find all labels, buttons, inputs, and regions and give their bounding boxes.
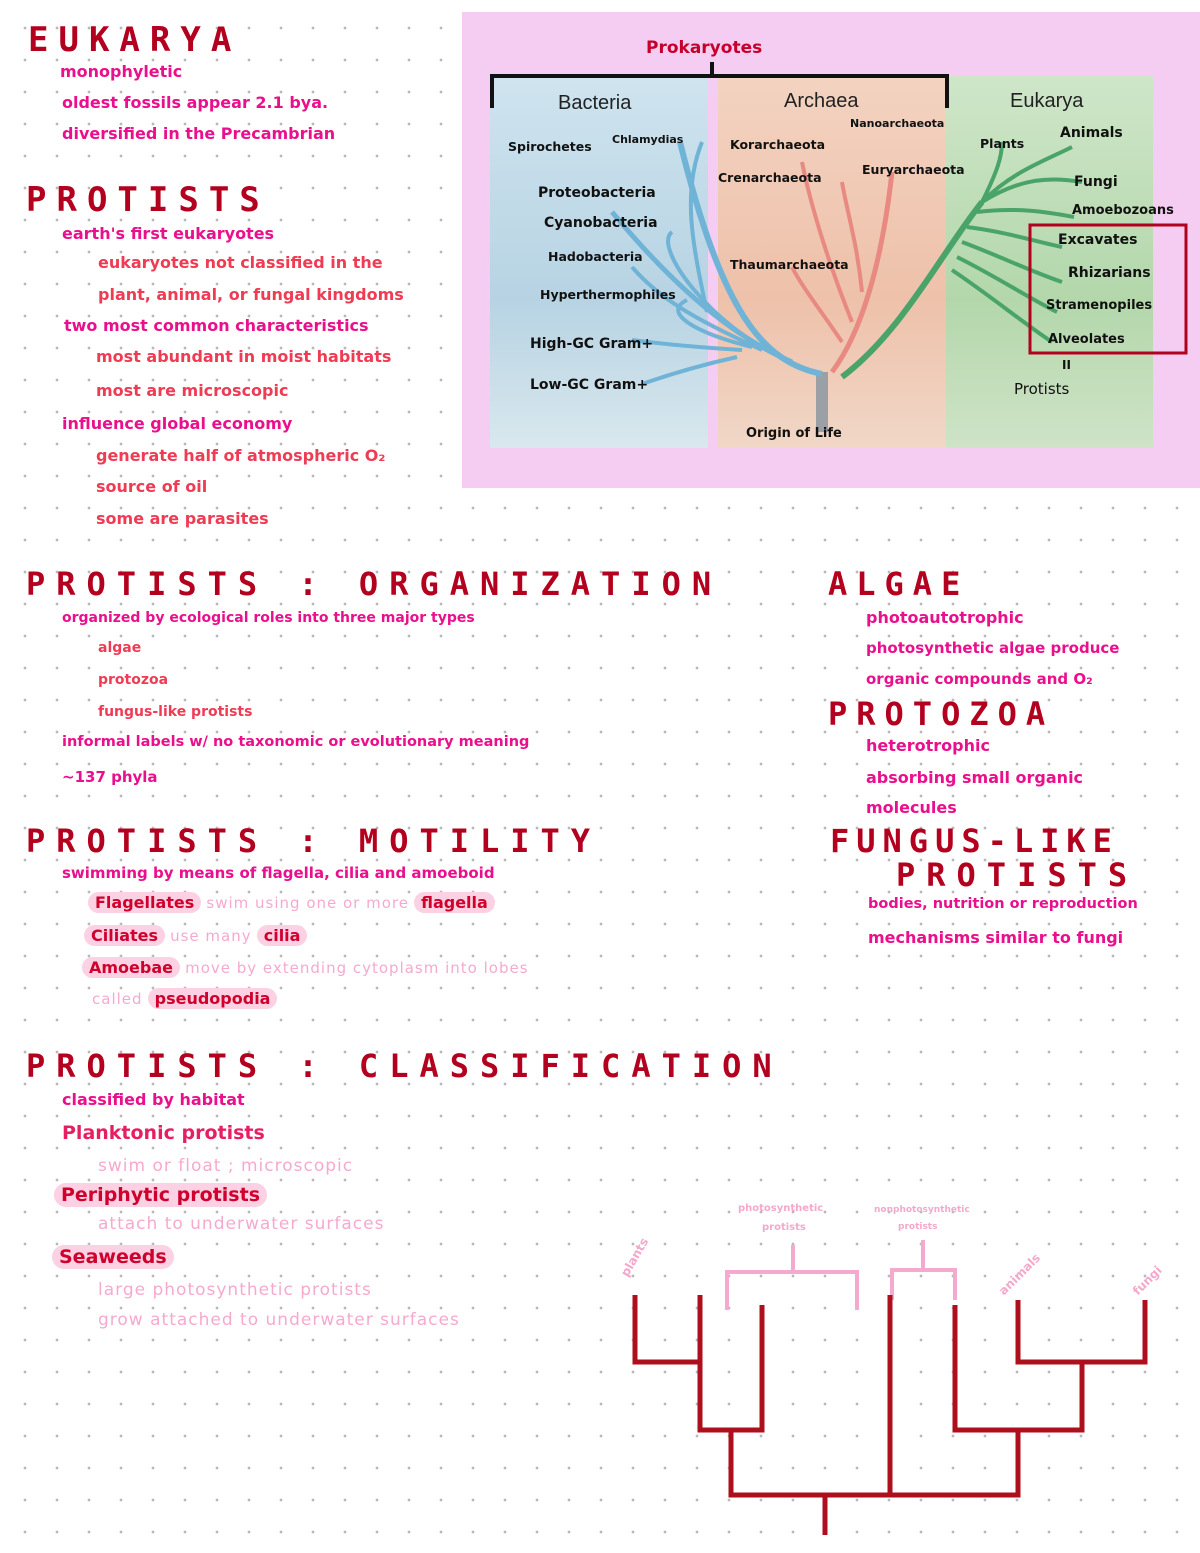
amoebae-description: move by extending cytoplasm into lobes xyxy=(185,959,529,977)
amoebae-term: Amoebae xyxy=(82,957,180,978)
eukarya-line-3: diversified in the Precambrian xyxy=(62,124,336,143)
taxon-label: Excavates xyxy=(1058,232,1138,248)
taxon-label: High-GC Gram+ xyxy=(530,336,654,352)
organization-line-6: ~137 phyla xyxy=(62,768,158,786)
called-text: called xyxy=(92,990,143,1008)
ciliates-term: Ciliates xyxy=(84,925,165,946)
organization-line-2: algae xyxy=(98,640,142,656)
organization-line-4: fungus-like protists xyxy=(98,704,253,720)
taxon-label: Cyanobacteria xyxy=(544,215,658,231)
algae-line-3: organic compounds and O₂ xyxy=(866,670,1093,688)
flagellates-term: Flagellates xyxy=(88,892,201,913)
tree-of-life-figure xyxy=(462,12,1200,488)
nonphotosynthetic-label-2: protists xyxy=(898,1222,938,1232)
photosynthetic-label-1: photosynthetic xyxy=(738,1203,824,1214)
protozoa-line-2: absorbing small organic xyxy=(866,768,1084,787)
taxon-label: Fungi xyxy=(1074,174,1118,190)
algae-heading: ALGAE xyxy=(828,565,970,603)
cladogram xyxy=(600,1190,1200,1553)
origin-of-life-label: Origin of Life xyxy=(746,426,842,441)
flagellates-description: swim using one or more xyxy=(206,894,409,912)
taxon-label: Chlamydias xyxy=(612,133,684,146)
organization-heading: PROTISTS : ORGANIZATION xyxy=(26,565,723,603)
protists-line-2: eukaryotes not classified in the xyxy=(98,253,383,272)
taxon-label: Hyperthermophiles xyxy=(540,287,676,302)
protists-line-10: some are parasites xyxy=(96,509,269,528)
eukarya-line-1: monophyletic xyxy=(60,62,183,81)
photosynthetic-bracket xyxy=(727,1272,857,1310)
protists-arrow: II xyxy=(1062,358,1071,372)
fungus-like-heading-2: PROTISTS xyxy=(896,856,1139,894)
fungus-like-line-2: mechanisms similar to fungi xyxy=(868,928,1124,947)
eukarya-domain-label: Eukarya xyxy=(1010,90,1084,112)
taxon-label: Alveolates xyxy=(1048,332,1125,347)
algae-line-1: photoautotrophic xyxy=(866,608,1024,627)
eukarya-line-2: oldest fossils appear 2.1 bya. xyxy=(62,93,329,112)
taxon-label: Thaumarchaeota xyxy=(730,257,849,272)
protozoa-heading: PROTOZOA xyxy=(828,695,1055,733)
classification-heading: PROTISTS : CLASSIFICATION xyxy=(26,1047,783,1085)
taxon-label: Hadobacteria xyxy=(548,249,643,264)
algae-line-2: photosynthetic algae produce xyxy=(866,639,1120,657)
fungus-like-line-1: bodies, nutrition or reproduction xyxy=(868,896,1138,912)
taxon-label: Proteobacteria xyxy=(538,185,656,201)
protists-line-9: source of oil xyxy=(96,477,208,496)
planktonic-description: swim or float ; microscopic xyxy=(98,1156,354,1176)
classification-line-1: classified by habitat xyxy=(62,1090,245,1109)
periphytic-description: attach to underwater surfaces xyxy=(98,1214,385,1234)
fungus-like-heading-1: FUNGUS-LIKE xyxy=(830,822,1119,860)
protists-line-3: plant, animal, or fungal kingdoms xyxy=(98,285,404,304)
taxon-label: Plants xyxy=(980,136,1025,151)
taxon-label: Stramenopiles xyxy=(1046,298,1153,313)
protists-line-4: two most common characteristics xyxy=(64,316,369,335)
plants-label: plants xyxy=(618,1235,652,1279)
organization-line-1: organized by ecological roles into three major types xyxy=(62,610,475,626)
protists-line-7: influence global economy xyxy=(62,414,293,433)
taxon-label: Crenarchaeota xyxy=(718,170,822,185)
ciliates-description: use many xyxy=(170,927,252,945)
animals-label: animals xyxy=(996,1250,1044,1298)
taxon-label: Nanoarchaeota xyxy=(850,117,945,130)
taxon-label: Euryarchaeota xyxy=(862,162,965,177)
nonphotosynthetic-label-1: nonphotosynthetic xyxy=(874,1205,970,1215)
seaweeds-description-1: large photosynthetic protists xyxy=(98,1280,372,1300)
flagellates-line xyxy=(88,893,495,912)
protists-line-1: earth's first eukaryotes xyxy=(62,224,275,243)
nonphotosynthetic-bracket xyxy=(892,1270,955,1300)
fungi-label: fungi xyxy=(1130,1263,1165,1298)
planktonic-term: Planktonic protists xyxy=(62,1122,265,1144)
protists-line-6: most are microscopic xyxy=(96,381,289,400)
seaweeds-description-2: grow attached to underwater surfaces xyxy=(98,1310,460,1330)
photosynthetic-label-2: protists xyxy=(762,1222,806,1233)
motility-heading: PROTISTS : MOTILITY xyxy=(26,822,602,860)
ciliates-line xyxy=(84,926,307,945)
protists-line-8: generate half of atmospheric O₂ xyxy=(96,446,386,465)
seaweeds-term: Seaweeds xyxy=(52,1245,174,1269)
taxon-label: Korarchaeota xyxy=(730,137,826,152)
eukarya-heading: EUKARYA xyxy=(28,20,242,60)
protists-heading: PROTISTS xyxy=(26,180,270,220)
taxon-label: Rhizarians xyxy=(1068,265,1151,281)
periphytic-line xyxy=(54,1184,267,1206)
pseudopodia-term: pseudopodia xyxy=(148,988,278,1009)
amoebae-line xyxy=(82,958,529,977)
cilia-term: cilia xyxy=(257,925,308,946)
protists-group-label: Protists xyxy=(1014,380,1070,398)
taxon-label: Amoebozoans xyxy=(1072,203,1174,218)
taxon-label: Low-GC Gram+ xyxy=(530,377,649,393)
periphytic-term: Periphytic protists xyxy=(54,1183,267,1207)
prokaryotes-label: Prokaryotes xyxy=(646,38,763,58)
protozoa-line-1: heterotrophic xyxy=(866,736,990,755)
taxon-label: Animals xyxy=(1060,125,1123,141)
organization-line-5: informal labels w/ no taxonomic or evolutionary meaning xyxy=(62,734,530,750)
taxon-label: Spirochetes xyxy=(508,139,592,154)
organization-line-3: protozoa xyxy=(98,672,169,688)
protists-line-5: most abundant in moist habitats xyxy=(96,347,392,366)
motility-line-1: swimming by means of flagella, cilia and amoeboid xyxy=(62,864,495,882)
bacteria-domain-label: Bacteria xyxy=(558,92,632,114)
seaweeds-line xyxy=(52,1246,174,1268)
archaea-domain-label: Archaea xyxy=(784,90,859,112)
protozoa-line-3: molecules xyxy=(866,798,957,817)
cladogram-lines xyxy=(635,1295,1145,1535)
flagella-term: flagella xyxy=(414,892,495,913)
pseudopodia-line xyxy=(92,989,277,1008)
